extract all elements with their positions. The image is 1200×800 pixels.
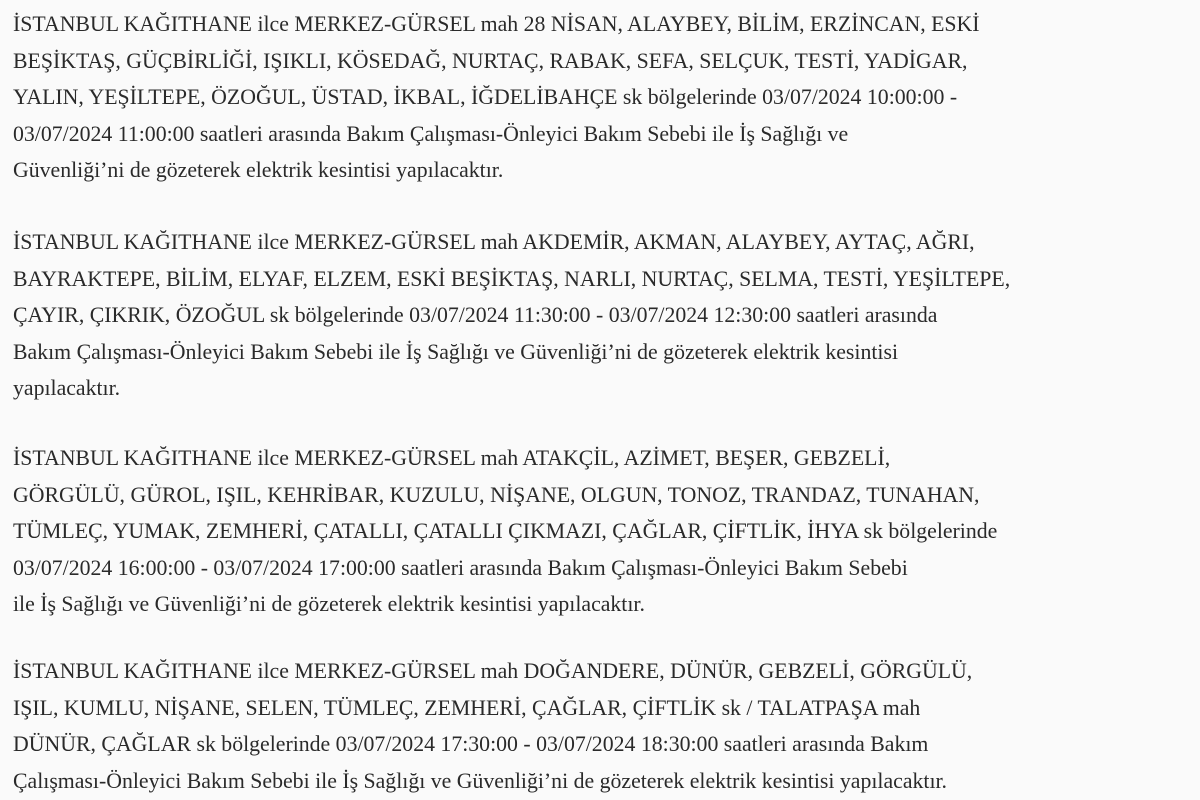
notice-line: Bakım Çalışması-Önleyici Bakım Sebebi ile İş Sağlığı ve Güvenliği’ni de gözeterek elektrik kesintisi [13,339,899,364]
notice-line: YALIN, YEŞİLTEPE, ÖZOĞUL, ÜSTAD, İKBAL, İĞDELİBAHÇE sk bölgelerinde 03/07/2024 10:00:00 - [13,85,958,110]
notice-line: 03/07/2024 11:00:00 saatleri arasında Bakım Çalışması-Önleyici Bakım Sebebi ile İş Sağlığı ve [13,121,849,146]
notice-line: 03/07/2024 16:00:00 - 03/07/2024 17:00:00 saatleri arasında Bakım Çalışması-Önleyici Bakım Sebebi [13,555,908,580]
notice-line: yapılacaktır. [13,376,121,401]
outage-notice-3 [13,440,1185,623]
notice-line: BEŞİKTAŞ, GÜÇBİRLİĞİ, IŞIKLI, KÖSEDAĞ, NURTAÇ, RABAK, SEFA, SELÇUK, TESTİ, YADİGAR, [13,48,968,73]
outage-notice-4 [13,653,1185,799]
notice-line: İSTANBUL KAĞITHANE ilce MERKEZ-GÜRSEL mah AKDEMİR, AKMAN, ALAYBEY, AYTAÇ, AĞRI, [13,230,975,254]
notice-line: İSTANBUL KAĞITHANE ilce MERKEZ-GÜRSEL mah ATAKÇİL, AZİMET, BEŞER, GEBZELİ, [13,446,891,470]
notice-line: İSTANBUL KAĞITHANE ilce MERKEZ-GÜRSEL mah DOĞANDERE, DÜNÜR, GEBZELİ, GÖRGÜLÜ, [13,659,973,683]
notice-line: DÜNÜR, ÇAĞLAR sk bölgelerinde 03/07/2024 17:30:00 - 03/07/2024 18:30:00 saatleri arasında Bakım [13,732,929,757]
notice-line: İSTANBUL KAĞITHANE ilce MERKEZ-GÜRSEL mah 28 NİSAN, ALAYBEY, BİLİM, ERZİNCAN, ESKİ [13,12,980,36]
outage-notice-1 [13,6,1185,189]
outage-notice-2 [13,224,1185,407]
notice-line: IŞIL, KUMLU, NİŞANE, SELEN, TÜMLEÇ, ZEMHERİ, ÇAĞLAR, ÇİFTLİK sk / TALATPAŞA mah [13,695,921,720]
notice-line: TÜMLEÇ, YUMAK, ZEMHERİ, ÇATALLI, ÇATALLI ÇIKMAZI, ÇAĞLAR, ÇİFTLİK, İHYA sk bölgelerinde [13,519,998,544]
notice-line: BAYRAKTEPE, BİLİM, ELYAF, ELZEM, ESKİ BEŞİKTAŞ, NARLI, NURTAÇ, SELMA, TESTİ, YEŞİLTEPE, [13,266,1011,291]
notice-line: GÖRGÜLÜ, GÜROL, IŞIL, KEHRİBAR, KUZULU, NİŞANE, OLGUN, TONOZ, TRANDAZ, TUNAHAN, [13,482,980,507]
notice-line: Güvenliği’ni de gözeterek elektrik kesintisi yapılacaktır. [13,158,504,183]
notice-line: ile İş Sağlığı ve Güvenliği’ni de gözeterek elektrik kesintisi yapılacaktır. [13,592,645,617]
notice-line: Çalışması-Önleyici Bakım Sebebi ile İş Sağlığı ve Güvenliği’ni de gözeterek elektrik kesintisi yapılacaktır. [13,768,948,793]
notice-line: ÇAYIR, ÇIKRIK, ÖZOĞUL sk bölgelerinde 03/07/2024 11:30:00 - 03/07/2024 12:30:00 saatleri arasında [13,303,938,328]
